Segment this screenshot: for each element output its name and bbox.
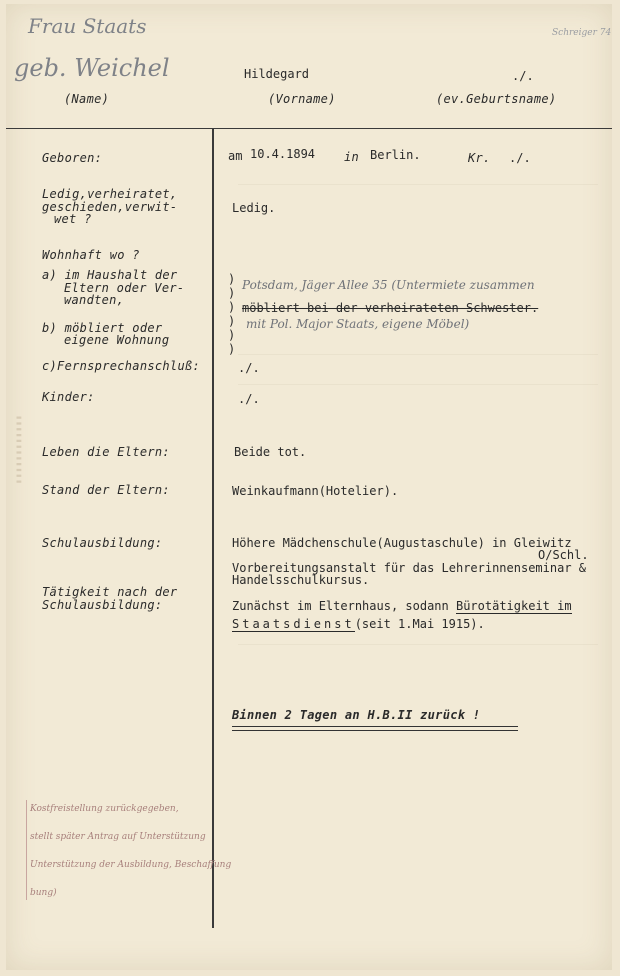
label-parents-status: Stand der Eltern: xyxy=(42,483,170,497)
label-status-2: geschieden,verwit- xyxy=(42,200,178,214)
marital-status-value: Ledig. xyxy=(232,201,276,215)
residence-typed-struck: möbliert bei der verheirateten Schwester. xyxy=(242,301,539,315)
label-status-1: Ledig,verheiratet, xyxy=(42,187,178,201)
show-through-line xyxy=(238,384,598,385)
label-children: Kinder: xyxy=(42,390,95,404)
born-prefix: am xyxy=(228,149,243,163)
first-name-value: Hildegard xyxy=(244,67,310,81)
label-birth-name: (ev.Geburtsname) xyxy=(436,92,557,106)
school-line-2: O/Schl. xyxy=(538,548,589,562)
born-city: Berlin. xyxy=(370,148,421,162)
residence-handwriting-2: mit Pol. Major Staats, eigene Möbel) xyxy=(246,317,470,331)
label-schooling: Schulausbildung: xyxy=(42,536,163,550)
children-value: ./. xyxy=(238,392,260,406)
label-residence-b1: b) möbliert oder xyxy=(42,321,163,335)
surname-handwriting-1: Frau Staats xyxy=(28,14,147,38)
label-residence: Wohnhaft wo ? xyxy=(42,248,140,262)
label-residence-a3: wandten, xyxy=(64,293,125,307)
activity-line-1a: Zunächst im Elternhaus, sodann xyxy=(232,599,449,613)
activity-line-2 xyxy=(232,618,485,631)
pencil-note-line-1: Kostfreistellung zurückgegeben, xyxy=(30,804,179,814)
pencil-note-bracket xyxy=(26,800,217,900)
label-parents-alive: Leben die Eltern: xyxy=(42,445,170,459)
activity-line-2b: (seit 1.Mai 1915). xyxy=(354,617,485,631)
born-in: in xyxy=(344,150,360,164)
parents-status-value: Weinkaufmann(Hotelier). xyxy=(232,484,399,498)
born-date: 10.4.1894 xyxy=(250,147,316,161)
activity-line-2a: Staatsdienst xyxy=(232,617,355,631)
activity-line-1b: Bürotätigkeit im xyxy=(455,599,572,613)
birth-name-value: ./. xyxy=(512,69,534,83)
label-activity-2: Schulausbildung: xyxy=(42,598,163,612)
school-line-1: Höhere Mädchenschule(Augustaschule) in Gleiwitz xyxy=(232,536,572,550)
label-residence-a2: Eltern oder Ver- xyxy=(64,281,185,295)
label-first-name: (Vorname) xyxy=(268,92,336,106)
show-through-line xyxy=(238,354,598,355)
header-rule xyxy=(6,128,612,129)
school-line-4: Handelsschulkursus. xyxy=(232,573,370,587)
pencil-note-line-4: bung) xyxy=(30,888,57,898)
label-name: (Name) xyxy=(64,92,110,106)
residence-brace: ) ) ) ) ) ) xyxy=(228,272,236,356)
activity-line-1 xyxy=(232,600,572,613)
born-kr-value: ./. xyxy=(509,151,531,165)
born-kr-label: Kr. xyxy=(468,151,491,165)
show-through-line xyxy=(238,644,598,645)
label-status-3: wet ? xyxy=(54,212,92,226)
label-residence-b2: eigene Wohnung xyxy=(64,333,170,347)
residence-handwriting-1: Potsdam, Jäger Allee 35 (Untermiete zusammen xyxy=(242,278,535,292)
return-note-double-underline xyxy=(232,726,518,731)
parents-alive-value: Beide tot. xyxy=(234,445,307,459)
school-line-3: Vorbereitungsanstalt für das Lehrerinnenseminar & xyxy=(232,561,587,575)
return-note: Binnen 2 Tagen an H.B.II zurück ! xyxy=(232,708,481,722)
show-through-line xyxy=(238,184,598,185)
phone-value: ./. xyxy=(238,361,260,375)
document-sheet xyxy=(6,4,612,970)
pencil-note-line-3: Unterstützung der Ausbildung, Beschaffung xyxy=(30,860,232,870)
label-residence-a1: a) im Haushalt der xyxy=(42,268,178,282)
label-born: Geboren: xyxy=(42,151,103,165)
pencil-note-line-2: stellt später Antrag auf Unterstützung xyxy=(30,832,206,842)
surname-handwriting-2: geb. Weichel xyxy=(14,54,170,82)
edge-stamp: ▮▮▮▮▮▮▮▮▮▮▮▮ xyxy=(14,414,23,484)
label-phone: c)Fernsprechanschluß: xyxy=(42,359,201,373)
archive-note: Schreiger 74 xyxy=(552,28,612,38)
label-activity-1: Tätigkeit nach der xyxy=(42,585,178,599)
